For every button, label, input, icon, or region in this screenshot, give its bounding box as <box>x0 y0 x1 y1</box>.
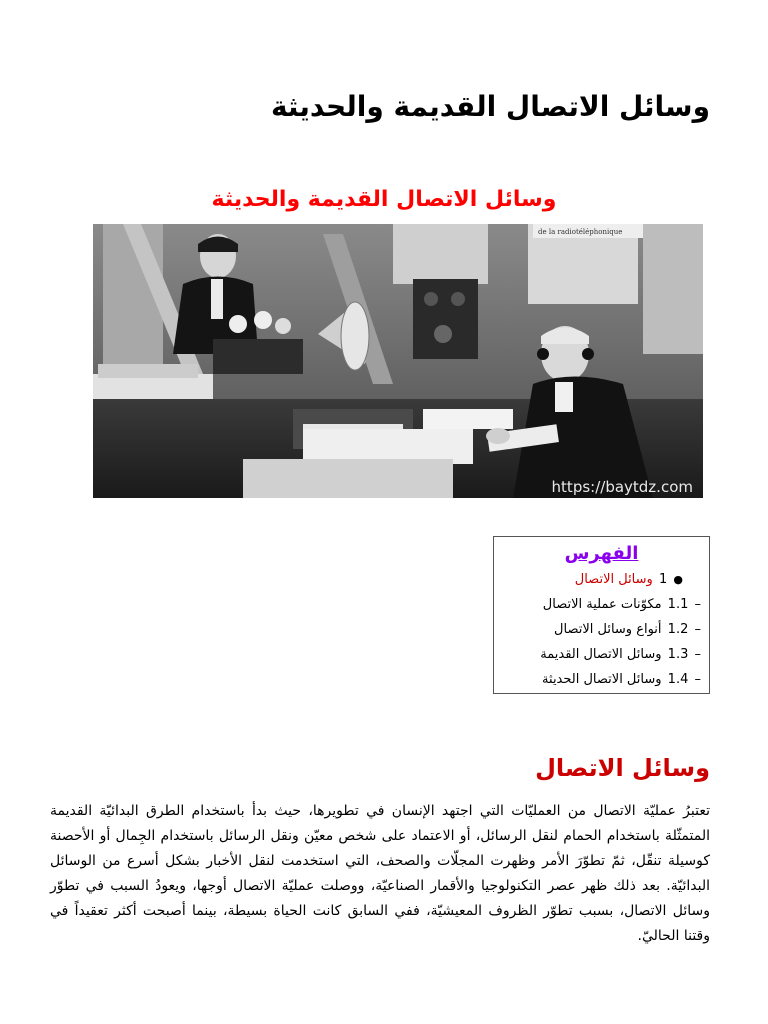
toc-list <box>494 567 709 692</box>
toc-item-1-1[interactable] <box>500 592 701 617</box>
toc-item-number: 1.4 <box>667 672 689 687</box>
toc-item-label: مكوّنات عملية الاتصال <box>542 597 662 612</box>
photo-sign-text: de la radiotéléphonique <box>538 228 623 236</box>
article-subtitle: وسائل الاتصال القديمة والحديثة <box>211 187 557 213</box>
table-of-contents <box>493 536 710 694</box>
toc-item-1-4[interactable] <box>500 667 701 692</box>
photo-watermark: https://baytdz.com <box>551 478 693 496</box>
toc-item-label: وسائل الاتصال الحديثة <box>542 672 662 687</box>
toc-item-number: 1.1 <box>667 597 689 612</box>
toc-bullet-icon: ● <box>673 573 683 586</box>
toc-dash: – <box>694 647 701 662</box>
section-heading: وسائل الاتصال <box>535 753 710 782</box>
photo-illustration <box>93 224 703 498</box>
toc-item-1-3[interactable] <box>500 642 701 667</box>
toc-item-label: أنواع وسائل الاتصال <box>554 622 662 637</box>
toc-item-number: 1 <box>658 572 668 587</box>
toc-item-label: وسائل الاتصال <box>574 572 653 587</box>
toc-dash: – <box>694 597 701 612</box>
toc-item-number: 1.2 <box>667 622 689 637</box>
vintage-telegraph-office-photo <box>93 224 703 498</box>
page-title: وسائل الاتصال القديمة والحديثة <box>270 89 710 123</box>
toc-item-label: وسائل الاتصال القديمة <box>540 647 662 662</box>
toc-dash: – <box>694 672 701 687</box>
toc-heading[interactable]: الفهرس <box>564 543 639 564</box>
section-paragraph: تعتبرُ عمليّة الاتصال من العمليّات التي اجتهد الإنسان في تطويرها، حيث بدأ باستخدام الطرق البدائيّة القديمة المتمثّلة باستخدام الحمام لنقل الرسائل، أو الاعتماد على شخص معيّن ونقل الرسائل باستخدام الجِمال أو الأحصنة كوسيلة تنقّل، ثمّ تطوّرَ الأمر وظهرت المجلّات والصحف، التي استخدمت لنقل الأخبار بشكل أسرع من الوسائل البدائيّة. بعد ذلك ظهر عصر التكنولوجيا والأقمار الصناعيّة، ووصلت عمليّة الاتصال أوجها، ويعودُ السبب في تطوّر وسائل الاتصال، بسبب تطوّر الظروف المعيشيّة، ففي السابق كانت الحياة بسيطة، بينما أصبحت أكثر تعقيداً في وقتنا الحاليّ. <box>50 803 710 944</box>
toc-item-1[interactable] <box>500 567 701 592</box>
toc-dash: – <box>694 622 701 637</box>
toc-item-1-2[interactable] <box>500 617 701 642</box>
toc-item-number: 1.3 <box>667 647 689 662</box>
